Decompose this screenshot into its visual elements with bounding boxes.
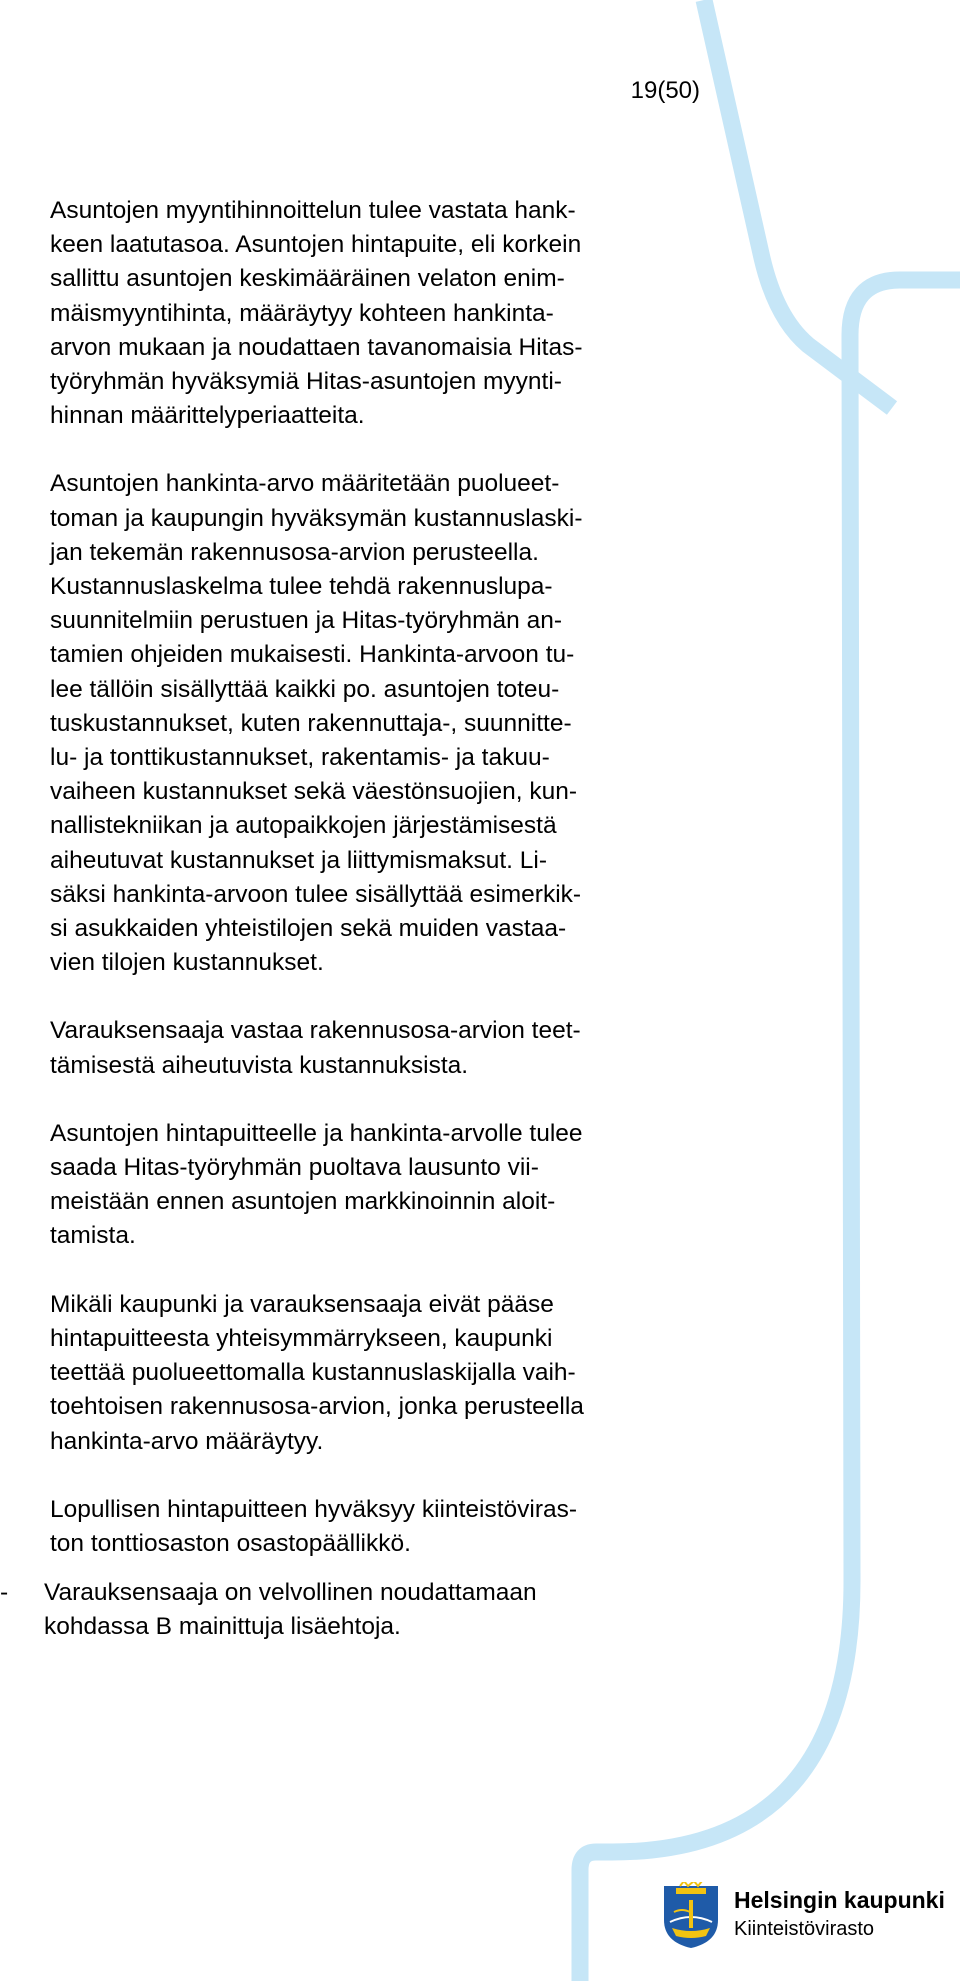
paragraph-acquisition-value: Asuntojen hankinta-arvo määritetään puolueet- toman ja kaupungin hyväksymän kustannuslaski- jan tekemän rakennusosa-arvion perusteella. Kustannuslaskelma tulee tehdä rakennuslupa- suunnitelmiin perustuen ja Hitas-työryhmän an- tamien ohjeiden mukaisesti. Hankinta-arvoon tu- lee tällöin sisällyttää kaikki po. asuntojen toteu- tuskustannukset, kuten rakennuttaja-, suunnitte- lu- ja tonttikustannukset, rakentamis- ja takuu- vaiheen kustannukset sekä väestönsuojien, kun- nallistekniikan ja autopaikkojen järjestämisestä aiheutuvat kustannukset ja liittymismaksut. Li- säksi hankinta-arvoon tulee sisällyttää esimerkik- si asukkaiden yhteistilojen sekä muiden vastaa- vien tilojen kustannukset. xyxy=(50,470,583,977)
bullet-marker: - xyxy=(0,1579,9,1606)
helsinki-crest-icon xyxy=(660,1882,722,1950)
paragraph-pricing: Asuntojen myyntihinnoittelun tulee vastata hank- keen laatutasoa. Asuntojen hintapuite, eli korkein sallittu asuntojen keskimääräinen velaton enim- mäismyyntihinta, määräytyy kohteen hankinta- arvon mukaan ja noudattaen tavanomaisia Hitas- työryhmän hyväksymiä Hitas-asuntojen myynti- hinnan määrittelyperiaatteita. xyxy=(50,197,583,430)
paragraph-final-approval: Lopullisen hintapuitteen hyväksyy kiinteistöviras- ton tonttiosaston osastopäällikkö. xyxy=(50,1495,578,1557)
logo-city-name: Helsingin kaupunki xyxy=(734,1887,945,1913)
bullet-text: Varauksensaaja on velvollinen noudattamaan kohdassa B mainittuja lisäehtoja. xyxy=(44,1579,537,1641)
vertical-blue-line xyxy=(704,0,892,408)
helsinki-logo xyxy=(660,1882,960,1952)
logo-department-name: Kiinteistövirasto xyxy=(734,1918,875,1940)
paragraph-cost-responsibility: Varauksensaaja vastaa rakennusosa-arvion teet- tämisestä aiheutuvista kustannuksista. xyxy=(50,1017,581,1079)
paragraph-disagreement: Mikäli kaupunki ja varauksensaaja eivät pääse hintapuitteesta yhteisymmärrykseen, kaupunki teettää puolueettomalla kustannuslaskijalla vaih- toehtoisen rakennusosa-arvion, jonka perusteella hankinta-arvo määräytyy. xyxy=(50,1290,584,1455)
document-body xyxy=(50,194,700,1595)
page-number: 19(50) xyxy=(630,77,700,104)
paragraph-statement: Asuntojen hintapuitteelle ja hankinta-arvolle tulee saada Hitas-työryhmän puoltava lausunto vii- meistään ennen asuntojen markkinoinnin aloit- tamista. xyxy=(50,1119,583,1250)
